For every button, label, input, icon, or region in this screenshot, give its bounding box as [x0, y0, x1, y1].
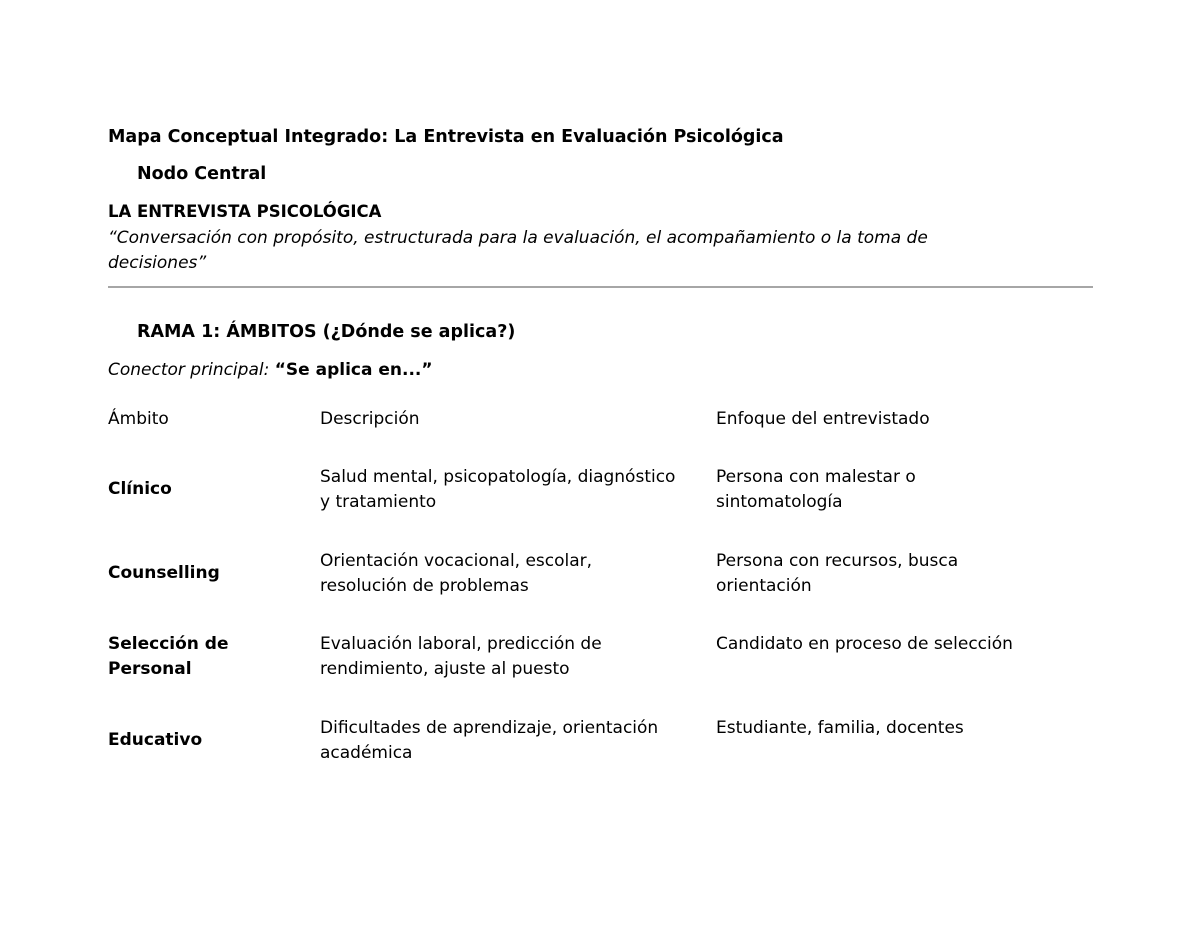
row-enfoque: Persona con malestar o sintomatología — [716, 467, 916, 512]
row-ambito: Selección de Personal — [108, 634, 229, 679]
row-enfoque: Candidato en proceso de selección — [716, 634, 1013, 654]
row-descripcion: Salud mental, psicopatología, diagnóstico y tratamiento — [320, 467, 676, 512]
central-node-definition: “Conversación con propósito, estructurada para la evaluación, el acompañamiento o la toma de decisiones” — [108, 228, 928, 273]
connector-label: Conector principal: — [108, 360, 270, 380]
row-descripcion: Evaluación laboral, predicción de rendimiento, ajuste al puesto — [320, 634, 602, 679]
row-enfoque: Persona con recursos, busca orientación — [716, 551, 959, 596]
central-node-title: LA ENTREVISTA PSICOLÓGICA — [108, 202, 382, 221]
header-ambito: Ámbito — [108, 409, 169, 429]
connector-line — [108, 360, 433, 380]
row-ambito: Educativo — [108, 730, 203, 750]
row-ambito: Clínico — [108, 479, 172, 499]
row-descripcion: Orientación vocacional, escolar, resolución de problemas — [320, 551, 593, 596]
branch-heading: RAMA 1: ÁMBITOS (¿Dónde se aplica?) — [137, 322, 516, 342]
row-enfoque: Estudiante, familia, docentes — [716, 718, 964, 738]
header-descripcion: Descripción — [320, 409, 420, 429]
connector-value: “Se aplica en...” — [274, 360, 433, 380]
row-descripcion: Dificultades de aprendizaje, orientación académica — [320, 718, 659, 763]
document-title: Mapa Conceptual Integrado: La Entrevista en Evaluación Psicológica — [108, 127, 784, 147]
row-ambito: Counselling — [108, 563, 220, 583]
header-enfoque: Enfoque del entrevistado — [716, 409, 930, 429]
central-node-heading: Nodo Central — [137, 164, 267, 184]
horizontal-divider — [108, 286, 1093, 288]
